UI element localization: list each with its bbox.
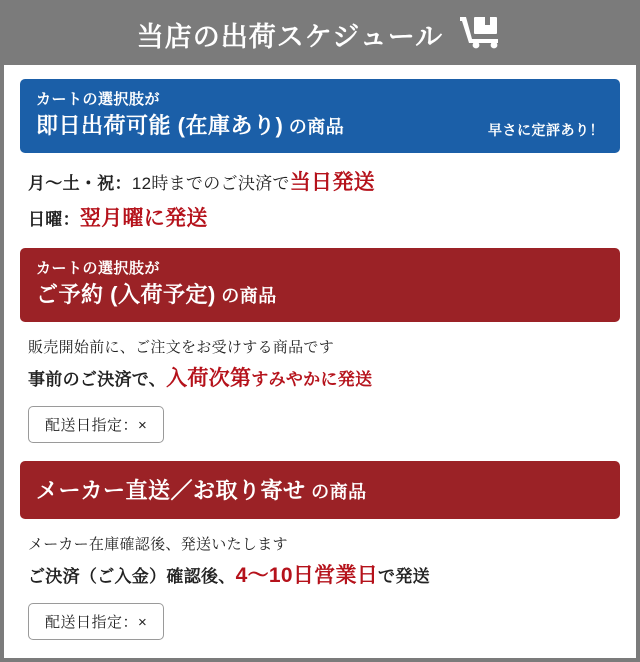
section-preorder [20,248,620,449]
band-main-text: 即日出荷可能 (在庫あり) [36,113,284,138]
line-highlight: 4〜10日営業日 [235,564,379,588]
line-label: 日曜： [28,210,80,230]
page-header [4,4,636,65]
line-payment [28,363,612,396]
section-direct-shipping [20,461,620,646]
line-highlight: 入荷次第 [166,366,252,390]
section-same-day [20,79,620,246]
band-preorder [20,248,620,322]
line-label: 事前のご決済で、 [28,369,167,389]
band-main-text: ご予約 (入荷予定) [36,282,216,308]
band-main-suffix: の商品 [283,117,345,137]
band-note: 早さに定評あり！ [488,121,604,138]
lines-same-day [20,153,620,246]
delivery-date-tag: 配送日指定：× [28,603,164,640]
line-payment [28,560,612,593]
lines-preorder [20,322,620,449]
line-highlight-suffix: で発送 [378,567,430,587]
band-main-text: メーカー直送／お取り寄せ [36,477,306,503]
band-main-suffix: の商品 [215,286,277,307]
band-main-suffix: の商品 [305,481,367,502]
line-description: メーカー在庫確認後、発送いたします [28,536,288,554]
line-highlight-small: すみやかに発送 [251,369,373,389]
band-main-label [36,476,604,506]
band-small-label: カートの選択肢が [36,90,161,108]
line-label: 月〜土・祝： [28,173,132,193]
band-direct-shipping [20,461,620,520]
lines-direct-shipping [20,519,620,646]
page-content [4,65,636,658]
delivery-date-tag: 配送日指定：× [28,406,164,443]
line-weekday [28,167,612,200]
line-label: ご決済（ご入金）確認後、 [28,567,236,587]
line-highlight: 翌月曜に発送 [79,207,208,231]
band-main-label [36,280,604,310]
band-same-day [20,79,620,153]
line-highlight: 当日発送 [289,170,375,194]
line-sunday [28,203,612,236]
band-small-label: カートの選択肢が [36,259,161,277]
line-description: 販売開始前に、ご注文をお受けする商品です [28,338,335,356]
section-divider [20,451,620,461]
line-text: 12時までのご決済で [131,173,290,193]
hand-truck-icon [457,15,503,54]
page-title: 当店の出荷スケジュール [136,21,444,52]
